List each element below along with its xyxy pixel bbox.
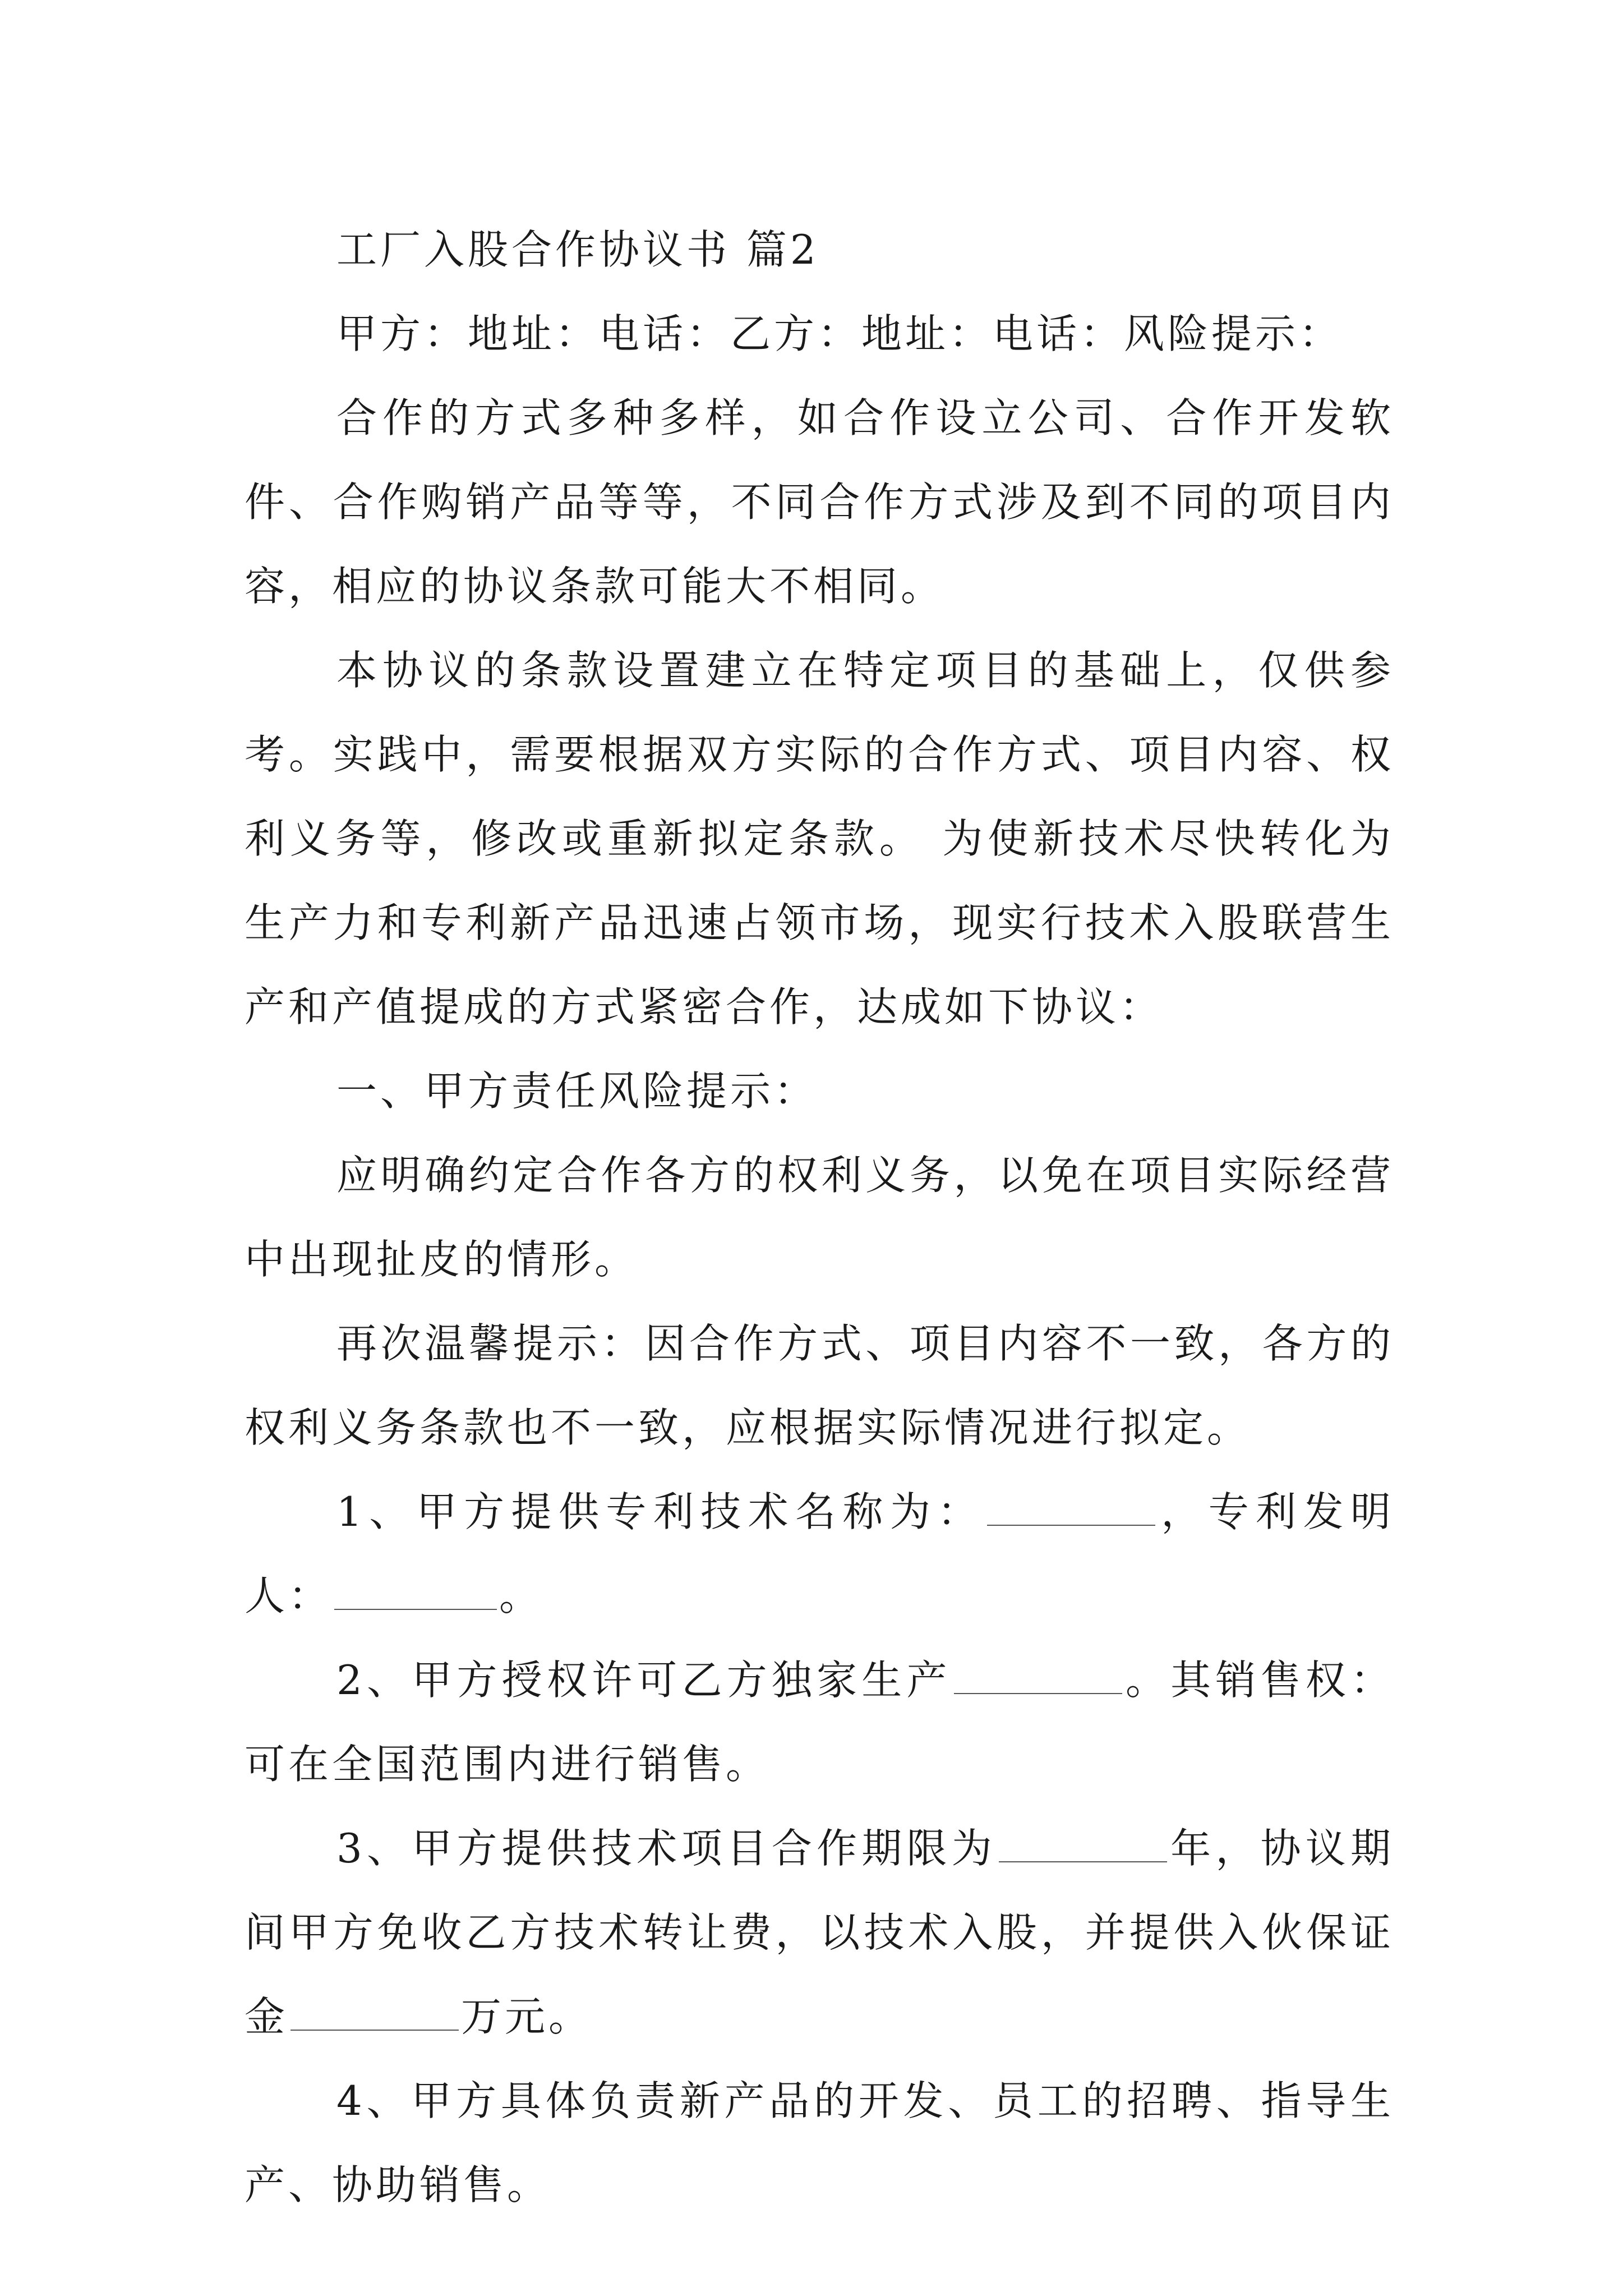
clause-2-text-b: 。其销售权：可在全国范围内进行销售。 xyxy=(245,1657,1394,1788)
document-body xyxy=(245,208,1394,2227)
product-blank xyxy=(954,1659,1122,1694)
risk-paragraph: 应明确约定合作各方的权利义务，以免在项目实际经营中出现扯皮的情形。 xyxy=(245,1152,1394,1283)
clause-3-text-a: 3、甲方提供技术项目合作期限为 xyxy=(336,1825,997,1872)
clause-2 xyxy=(245,1638,1394,1806)
intro-paragraph-1: 合作的方式多种多样，如合作设立公司、合作开发软件、合作购销产品等等，不同合作方式涉及到不同的项目内容，相应的协议条款可能大不相同。 xyxy=(245,394,1394,610)
clause-3 xyxy=(245,1806,1394,2059)
reminder-paragraph: 再次温馨提示：因合作方式、项目内容不一致，各方的权利义务条款也不一致，应根据实际情况进行拟定。 xyxy=(245,1320,1394,1451)
patent-name-blank xyxy=(987,1491,1155,1526)
parties-line: 甲方：地址：电话：乙方：地址：电话：风险提示： xyxy=(336,310,1343,357)
inventor-blank xyxy=(334,1575,497,1610)
intro-paragraph-2: 本协议的条款设置建立在特定项目的基础上，仅供参考。实践中，需要根据双方实际的合作方式、项目内容、权利义务等，修改或重新拟定条款。 为使新技术尽快转化为生产力和专利新产品迅速占领市场，现实行技术入股联营生产和产值提成的方式紧密合作，达成如下协议： xyxy=(245,647,1394,1030)
clause-3-text-c: 万元。 xyxy=(461,1993,593,2040)
clause-1-text-b: ，专利发明人： xyxy=(245,1488,1394,1619)
clause-3-text-b: 年，协议期间甲方免收乙方技术转让费，以技术入股，并提供入伙保证金 xyxy=(245,1825,1394,2040)
clause-1-text-c: 。 xyxy=(499,1572,543,1619)
clause-2-text-a: 2、甲方授权许可乙方独家生产 xyxy=(336,1657,952,1704)
clause-4: 4、甲方具体负责新产品的开发、员工的招聘、指导生产、协助销售。 xyxy=(245,2077,1394,2208)
deposit-amount-blank xyxy=(291,1996,459,2031)
clause-1-text-a: 1、甲方提供专利技术名称为： xyxy=(336,1488,985,1535)
document-title: 工厂入股合作协议书 篇2 xyxy=(336,226,819,273)
clause-1 xyxy=(245,1470,1394,1638)
term-years-blank xyxy=(999,1828,1167,1862)
section-heading-party-a: 一、甲方责任风险提示： xyxy=(336,1068,818,1115)
